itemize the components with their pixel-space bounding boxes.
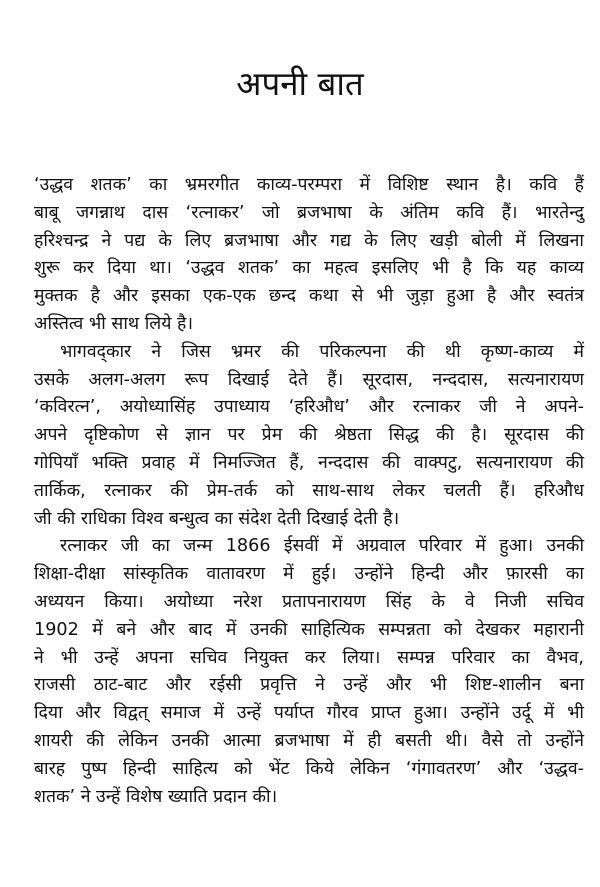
text-line: ने भी उन्हें अपना सचिव नियुक्त कर लिया। सम्पन्न परिवार का वैभव, — [34, 647, 584, 668]
text-line: शायरी की लेकिन उनकी आत्मा ब्रजभाषा में ही बसती थी। वैसे तो उन्होंने — [34, 730, 584, 751]
text-line: अस्तित्व भी साथ लिये है। — [34, 313, 194, 334]
text-line: रत्नाकर जी का जन्म 1866 ईसवीं में अग्रवाल परिवार में हुआ। उनकी — [60, 536, 584, 557]
paragraph-2 — [34, 339, 584, 534]
text-line: दिया और विद्वत् समाज में उन्हें पर्याप्त गौरव प्राप्त हुआ। उन्होंने उर्दू में भी — [34, 703, 584, 724]
text-line: गोपियाँ भक्ति प्रवाह में निमज्जित हैं, नन्ददास की वाक्पटु, सत्यनारायण की — [34, 452, 584, 473]
text-line: जी की राधिका विश्व बन्धुत्व का संदेश देती दिखाई देती है। — [34, 508, 400, 529]
paragraph-1 — [34, 172, 584, 339]
body-text — [34, 172, 584, 811]
text-line: बाबू जगन्नाथ दास ‘रत्नाकर’ जो ब्रजभाषा के अंतिम कवि हैं। भारतेन्दु — [34, 202, 584, 223]
text-line: भागवद्कार ने जिस भ्रमर की परिकल्पना की थी कृष्ण-काव्य में — [60, 341, 584, 362]
page-title: अपनी बात — [236, 64, 364, 103]
text-line: तार्किक, रत्नाकर की प्रेम-तर्क को साथ-साथ लेकर चलती हैं। हरिऔध — [34, 480, 584, 501]
text-line: ‘कविरत्न’, अयोध्यासिंह उपाध्याय ‘हरिऔध’ और रत्नाकर जी ने अपने- — [34, 397, 584, 418]
text-line: हरिश्चन्द्र ने पद्य के लिए ब्रजभाषा और गद्य के लिए खड़ी बोली में लिखना — [34, 230, 584, 251]
text-line: बारह पुष्प हिन्दी साहित्य को भेंट किये लेकिन ‘गंगावतरण’ और ‘उद्धव- — [34, 758, 584, 779]
text-line: ‘उद्धव शतक’ का भ्रमरगीत काव्य-परम्परा में विशिष्ट स्थान है। कवि हैं — [34, 175, 584, 195]
text-line: शतक’ ने उन्हें विशेष ख्याति प्रदान की। — [34, 786, 278, 807]
text-line: राजसी ठाट-बाट और रईसी प्रवृत्ति ने उन्हें और भी शिष्ट-शालीन बना — [34, 675, 584, 696]
paragraph-3 — [34, 533, 584, 811]
text-line: शुरू कर दिया था। ‘उद्धव शतक’ का महत्व इसलिए भी है कि यह काव्य — [34, 258, 584, 279]
text-line: 1902 में बने और बाद में उनकी साहित्यिक सम्पन्नता को देखकर महारानी — [34, 619, 584, 640]
text-line: उसके अलग-अलग रूप दिखाई देते हैं। सूरदास, नन्ददास, सत्यनारायण — [34, 369, 584, 390]
text-line: मुक्तक है और इसका एक-एक छन्द कथा से भी जुड़ा हुआ है और स्वतंत्र — [34, 286, 584, 307]
text-line: शिक्षा-दीक्षा सांस्कृतिक वातावरण में हुई। उन्होंने हिन्दी और फ़ारसी का — [34, 564, 584, 585]
text-line: अपने दृष्टिकोण से ज्ञान पर प्रेम की श्रेष्ठता सिद्ध की है। सूरदास की — [34, 425, 584, 446]
text-line: अध्ययन किया। अयोध्या नरेश प्रतापनारायण सिंह के वे निजी सचिव — [34, 591, 584, 612]
